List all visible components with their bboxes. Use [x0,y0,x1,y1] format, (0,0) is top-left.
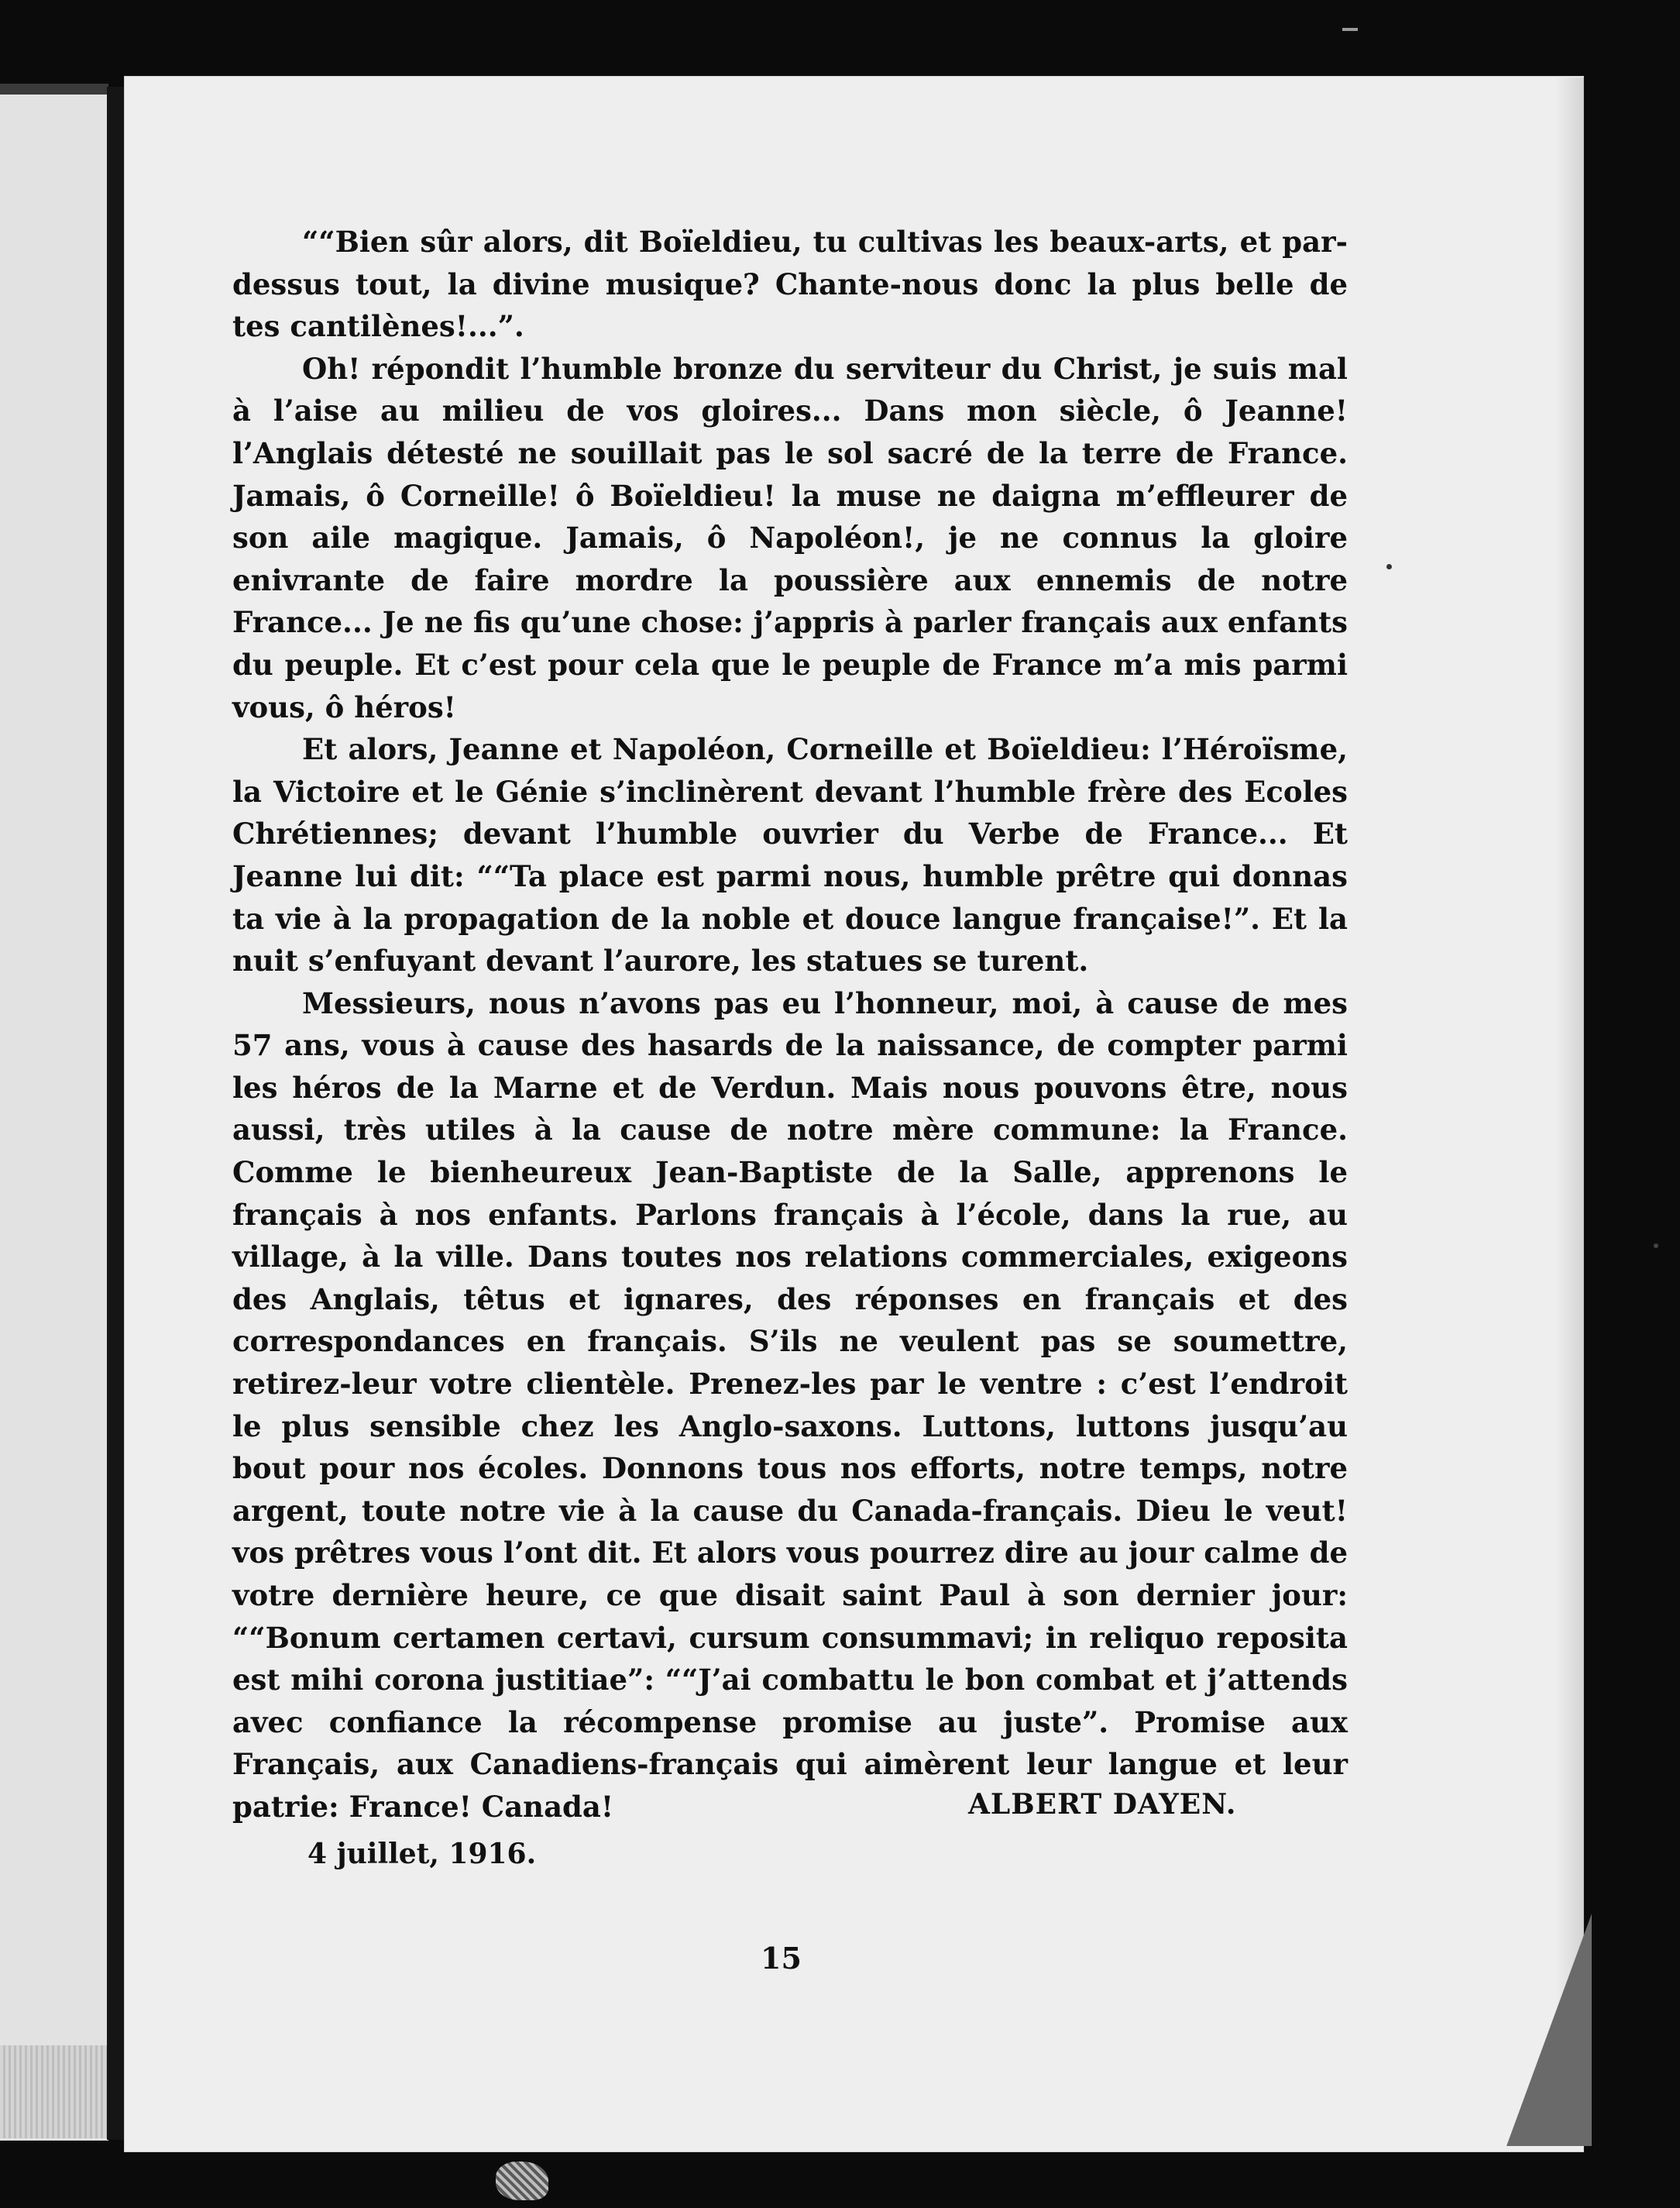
previous-page-bottom [0,2045,108,2138]
previous-page-border [0,84,108,95]
body-text [232,221,1348,1828]
previous-page-edge [0,84,108,2141]
author-signature: ALBERT DAYEN. [968,1788,1237,1821]
paragraph: Messieurs, nous n’avons pas eu l’honneur, moi, à cause de mes 57 ans, vous à cause des hasards de la naissance, de compter parmi les héros de la Marne et de Verdun. Mais nous pouvons être, nous aussi, très utiles à la cause de notre mère commune: la France. Comme le bienheureux Jean-Baptiste de la Salle, apprenons le français à nos enfants. Parlons français à l’école, dans la rue, au village, à la ville. Dans toutes nos relations commerciales, exigeons des Anglais, têtus et ignares, des réponses en français et des correspondances en français. S’ils ne veulent pas se soumettre, retirez-leur votre clientèle. Prenez-les par le ventre : c’est l’endroit le plus sensible chez les Anglo-saxons. Luttons, luttons jusqu’au bout pour nos écoles. Donnons tous nos efforts, notre temps, notre argent, toute notre vie à la cause du Canada-français. Dieu le veut! vos prêtres vous l’ont dit. Et alors vous pourrez dire au jour calme de votre dernière heure, ce que disait saint Paul à son dernier jour: ““Bonum certamen certavi, cursum consummavi; in reliquo reposita est mihi corona justitiae”: ““J’ai combattu le bon combat et j’attends avec confiance la récompense promise au juste”. Promise aux Français, aux Canadiens-français qui aimèrent leur langue et leur patrie: France! Canada! [232,985,1348,1824]
paragraph: ““Bien sûr alors, dit Boïeldieu, tu cultivas les beaux-arts, et par-dessus tout, la divine musique? Chante-nous donc la plus belle de tes cantilènes!...”. [232,225,1348,344]
page-shadow [1555,77,1586,2146]
paragraph: Et alors, Jeanne et Napoléon, Corneille et Boïeldieu: l’Héroïsme, la Victoire et le Génie s’inclinèrent devant l’humble frère des Ecoles Chrétiennes; devant l’humble ouvrier du Verbe de France... Et Jeanne lui dit: ““Ta place est parmi nous, humble prêtre qui donnas ta vie à la propagation de la noble et douce langue française!”. Et la nuit s’enfuyant devant l’aurore, les statues se turent. [232,732,1348,978]
scan-speck [1654,1243,1658,1248]
library-stamp-icon [496,2162,548,2200]
letter-date: 4 juillet, 1916. [307,1838,537,1870]
scan-speck [1386,564,1392,569]
page-number: 15 [761,1941,802,1976]
worn-page-corner [1507,1914,1592,2146]
paragraph: Oh! répondit l’humble bronze du serviteur du Christ, je suis mal à l’aise au milieu de vos gloires... Dans mon siècle, ô Jeanne! l’Anglais détesté ne souillait pas le sol sacré de la terre de France. Jamais, ô Corneille! ô Boïeldieu! la muse ne daigna m’effleurer de son aile magique. Jamais, ô Napoléon!, je ne connus la gloire enivrante de faire mordre la poussière aux ennemis de notre France... Je ne fis qu’une chose: j’appris à parler français aux enfants du peuple. Et c’est pour cela que le peuple de France m’a mis parmi vous, ô héros! [232,351,1348,724]
scan-artifact [1342,28,1358,31]
